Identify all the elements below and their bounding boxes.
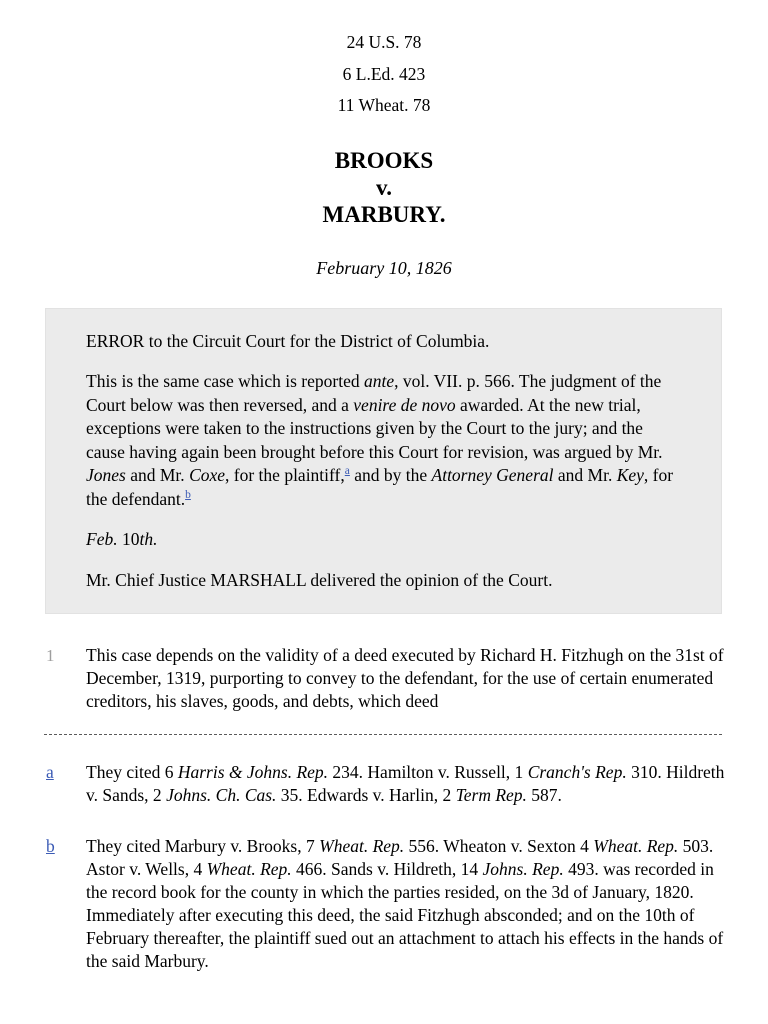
footnote-divider [44, 734, 722, 735]
text-segment: 310. Hildreth v. Sands, 2 [86, 762, 725, 805]
headnote-paragraph [86, 330, 681, 354]
text-segment: This case depends on the validity of a deed executed by Richard H. Fitzhugh on the 31st of December, 1319, purporting to convey to the defendant, for the use of certain enumerated creditors, his slaves, goods, and debts, which deed [86, 645, 724, 711]
text-segment: Johns. Ch. Cas. [166, 785, 277, 805]
text-segment: 493. was recorded in the record book for the county in which the parties resided, on the 3d of January, 1820. Immediately after executing this deed, the said Fitzhugh absconded; and on the 10th of February thereafter, the plaintiff sued out an attachment to attach his effects in the hands of the said Marbury. [86, 859, 724, 971]
footnotes-section [0, 761, 768, 973]
text-segment: Jones [86, 465, 126, 485]
footnote-b-text [86, 835, 738, 973]
headnote-box [45, 308, 722, 615]
text-segment: 10 [117, 529, 140, 549]
text-segment: and Mr. [125, 465, 190, 485]
text-segment: 503. Astor v. Wells, 4 [86, 836, 714, 879]
footnote-b [46, 835, 738, 973]
text-segment: ante [363, 371, 395, 391]
footnote-b-label [46, 835, 86, 973]
text-segment: Attorney General [431, 465, 554, 485]
paragraph-number: 1 [46, 646, 55, 665]
footnote-ref-b[interactable]: b [185, 488, 191, 501]
case-title-party-two: MARBURY. [322, 201, 446, 227]
text-segment: They cited 6 [86, 762, 178, 782]
text-segment: , for the defendant. [86, 465, 674, 509]
text-segment: 556. Wheaton v. Sexton 4 [404, 836, 594, 856]
text-segment: 35. Edwards v. Harlin, 2 [276, 785, 456, 805]
citation-led: 6 L.Ed. 423 [342, 63, 426, 84]
text-segment: Wheat. Rep. [319, 836, 405, 856]
text-segment: Wheat. Rep. [593, 836, 679, 856]
text-segment: Coxe [189, 465, 226, 485]
opinion-paragraph [46, 644, 738, 713]
decision-date: February 10, 1826 [316, 257, 452, 278]
footnote-a-text [86, 761, 738, 807]
footnote-a-link[interactable]: a [46, 762, 54, 782]
text-segment: ERROR to the Circuit Court for the District of Columbia. [86, 330, 490, 351]
text-segment: Cranch's Rep. [527, 762, 627, 782]
text-segment: th. [139, 529, 158, 549]
footnote-b-link[interactable]: b [46, 836, 55, 856]
text-segment: 587. [526, 785, 562, 805]
case-title [0, 147, 768, 228]
citation-wheat: 11 Wheat. 78 [337, 95, 431, 115]
text-segment: Feb. [86, 529, 118, 549]
footnote-a [46, 761, 738, 807]
text-segment: Harris & Johns. Rep. [177, 762, 329, 782]
text-segment: This is the same case which is reported [86, 371, 364, 391]
footnote-ref-a[interactable]: a [344, 465, 350, 478]
case-title-versus: v. [376, 174, 392, 200]
text-segment: venire de novo [353, 394, 456, 415]
text-segment: Term Rep. [455, 785, 527, 805]
citation-us: 24 U.S. 78 [346, 32, 422, 52]
paragraph-text [86, 644, 738, 713]
text-segment: , vol. VII. p. 566. The judgment of the Court below was then reversed, and a [86, 371, 662, 415]
text-segment: Key [616, 465, 644, 485]
headnote-paragraph [86, 370, 681, 511]
parallel-citations [0, 0, 768, 122]
text-segment: Johns. Rep. [482, 859, 564, 879]
text-segment: and Mr. [553, 465, 617, 485]
text-segment: 234. Hamilton v. Russell, 1 [328, 762, 528, 782]
text-segment: , for the plaintiff, [225, 465, 345, 485]
text-segment: Wheat. Rep. [206, 859, 292, 879]
text-segment: and by the [349, 465, 432, 485]
headnote-paragraph [86, 569, 681, 593]
footnote-a-label [46, 761, 86, 807]
text-segment: awarded. At the new trial, exceptions were taken to the instructions given by the Court to the jury; and the cause having again been brought before this Court for revision, was argued by Mr. [86, 394, 663, 462]
text-segment: Mr. Chief Justice MARSHALL delivered the opinion of the Court. [86, 569, 553, 590]
headnote-paragraph [86, 528, 681, 552]
case-title-party-one: BROOKS [334, 147, 434, 173]
text-segment: They cited Marbury v. Brooks, 7 [86, 836, 320, 856]
text-segment: 466. Sands v. Hildreth, 14 [291, 859, 483, 879]
